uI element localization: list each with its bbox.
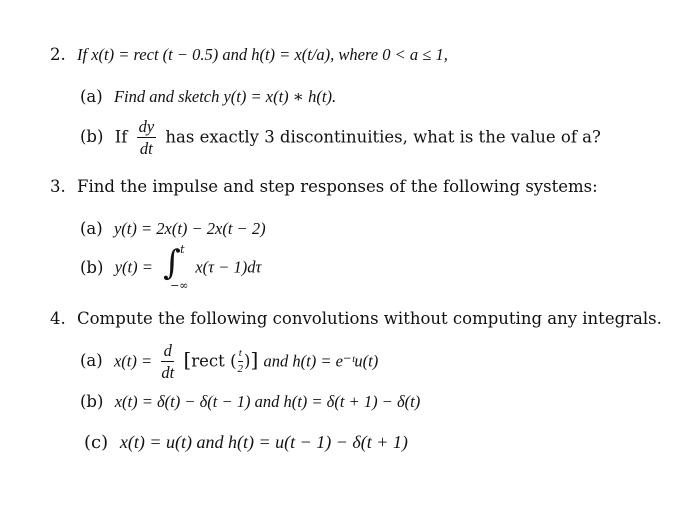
part-label: (b) <box>80 127 104 147</box>
part-label: (a) <box>80 351 103 371</box>
part-text: Find and sketch y(t) = x(t) ∗ h(t). <box>113 87 337 106</box>
problem-2b <box>80 118 601 158</box>
integral <box>160 243 189 292</box>
part-label: (a) <box>80 219 103 238</box>
part-text: y(t) = 2x(t) − 2x(t − 2) <box>113 219 266 238</box>
rect-function: rect <box>191 351 225 371</box>
problem-number: 4. <box>50 309 66 328</box>
equation-lhs: y(t) = <box>114 257 153 277</box>
problem-3 <box>50 179 598 196</box>
integrand: x(τ − 1)dτ <box>195 257 262 277</box>
problem-number: 2. <box>50 45 66 64</box>
problem-4c <box>84 433 408 452</box>
right-bracket: ] <box>250 347 259 372</box>
part-prefix: If <box>114 127 128 147</box>
integral-lower-limit: −∞ <box>170 279 189 292</box>
problem-text: If x(t) = rect (t − 0.5) and h(t) = x(t/a), where 0 < a ≤ 1, <box>77 45 448 64</box>
half-t-fraction <box>238 348 244 375</box>
problem-4b <box>80 394 420 411</box>
derivative-fraction <box>161 342 174 382</box>
problem-4a <box>80 342 378 382</box>
fraction-denominator: dt <box>139 139 153 159</box>
part-label: (c) <box>84 432 109 453</box>
part-label: (a) <box>80 87 103 106</box>
problem-text: Compute the following convolutions without computing any integrals. <box>77 309 662 328</box>
part-label: (b) <box>80 392 104 411</box>
fraction-numerator: d <box>161 342 174 362</box>
fraction-denominator: 2 <box>237 362 243 375</box>
part-label: (b) <box>80 257 104 277</box>
part-suffix: has exactly 3 discontinuities, what is the value of a? <box>165 127 601 147</box>
problem-3a <box>80 221 266 238</box>
left-bracket: [ <box>183 347 192 372</box>
fraction-numerator: t <box>238 348 244 362</box>
fraction-numerator: dy <box>137 118 157 138</box>
part-text: x(t) = u(t) and h(t) = u(t − 1) − δ(t + 1) <box>119 432 408 452</box>
right-paren: ) <box>244 351 251 371</box>
problem-2a <box>80 89 336 106</box>
equation-rest: and h(t) = e⁻ᵗu(t) <box>263 351 379 371</box>
fraction-denominator: dt <box>161 363 175 383</box>
integral-upper-limit: t <box>180 243 185 256</box>
problem-4 <box>50 311 662 328</box>
left-paren: ( <box>230 351 237 371</box>
problem-3b <box>80 243 262 292</box>
derivative-fraction <box>137 118 157 158</box>
equation-lhs: x(t) = <box>113 351 153 371</box>
part-text: x(t) = δ(t) − δ(t − 1) and h(t) = δ(t + 1) − δ(t) <box>114 392 421 411</box>
problem-text: Find the impulse and step responses of the following systems: <box>77 177 598 196</box>
problem-2 <box>50 47 448 64</box>
problem-number: 3. <box>50 177 66 196</box>
integral-sign: ∫ <box>163 243 181 283</box>
